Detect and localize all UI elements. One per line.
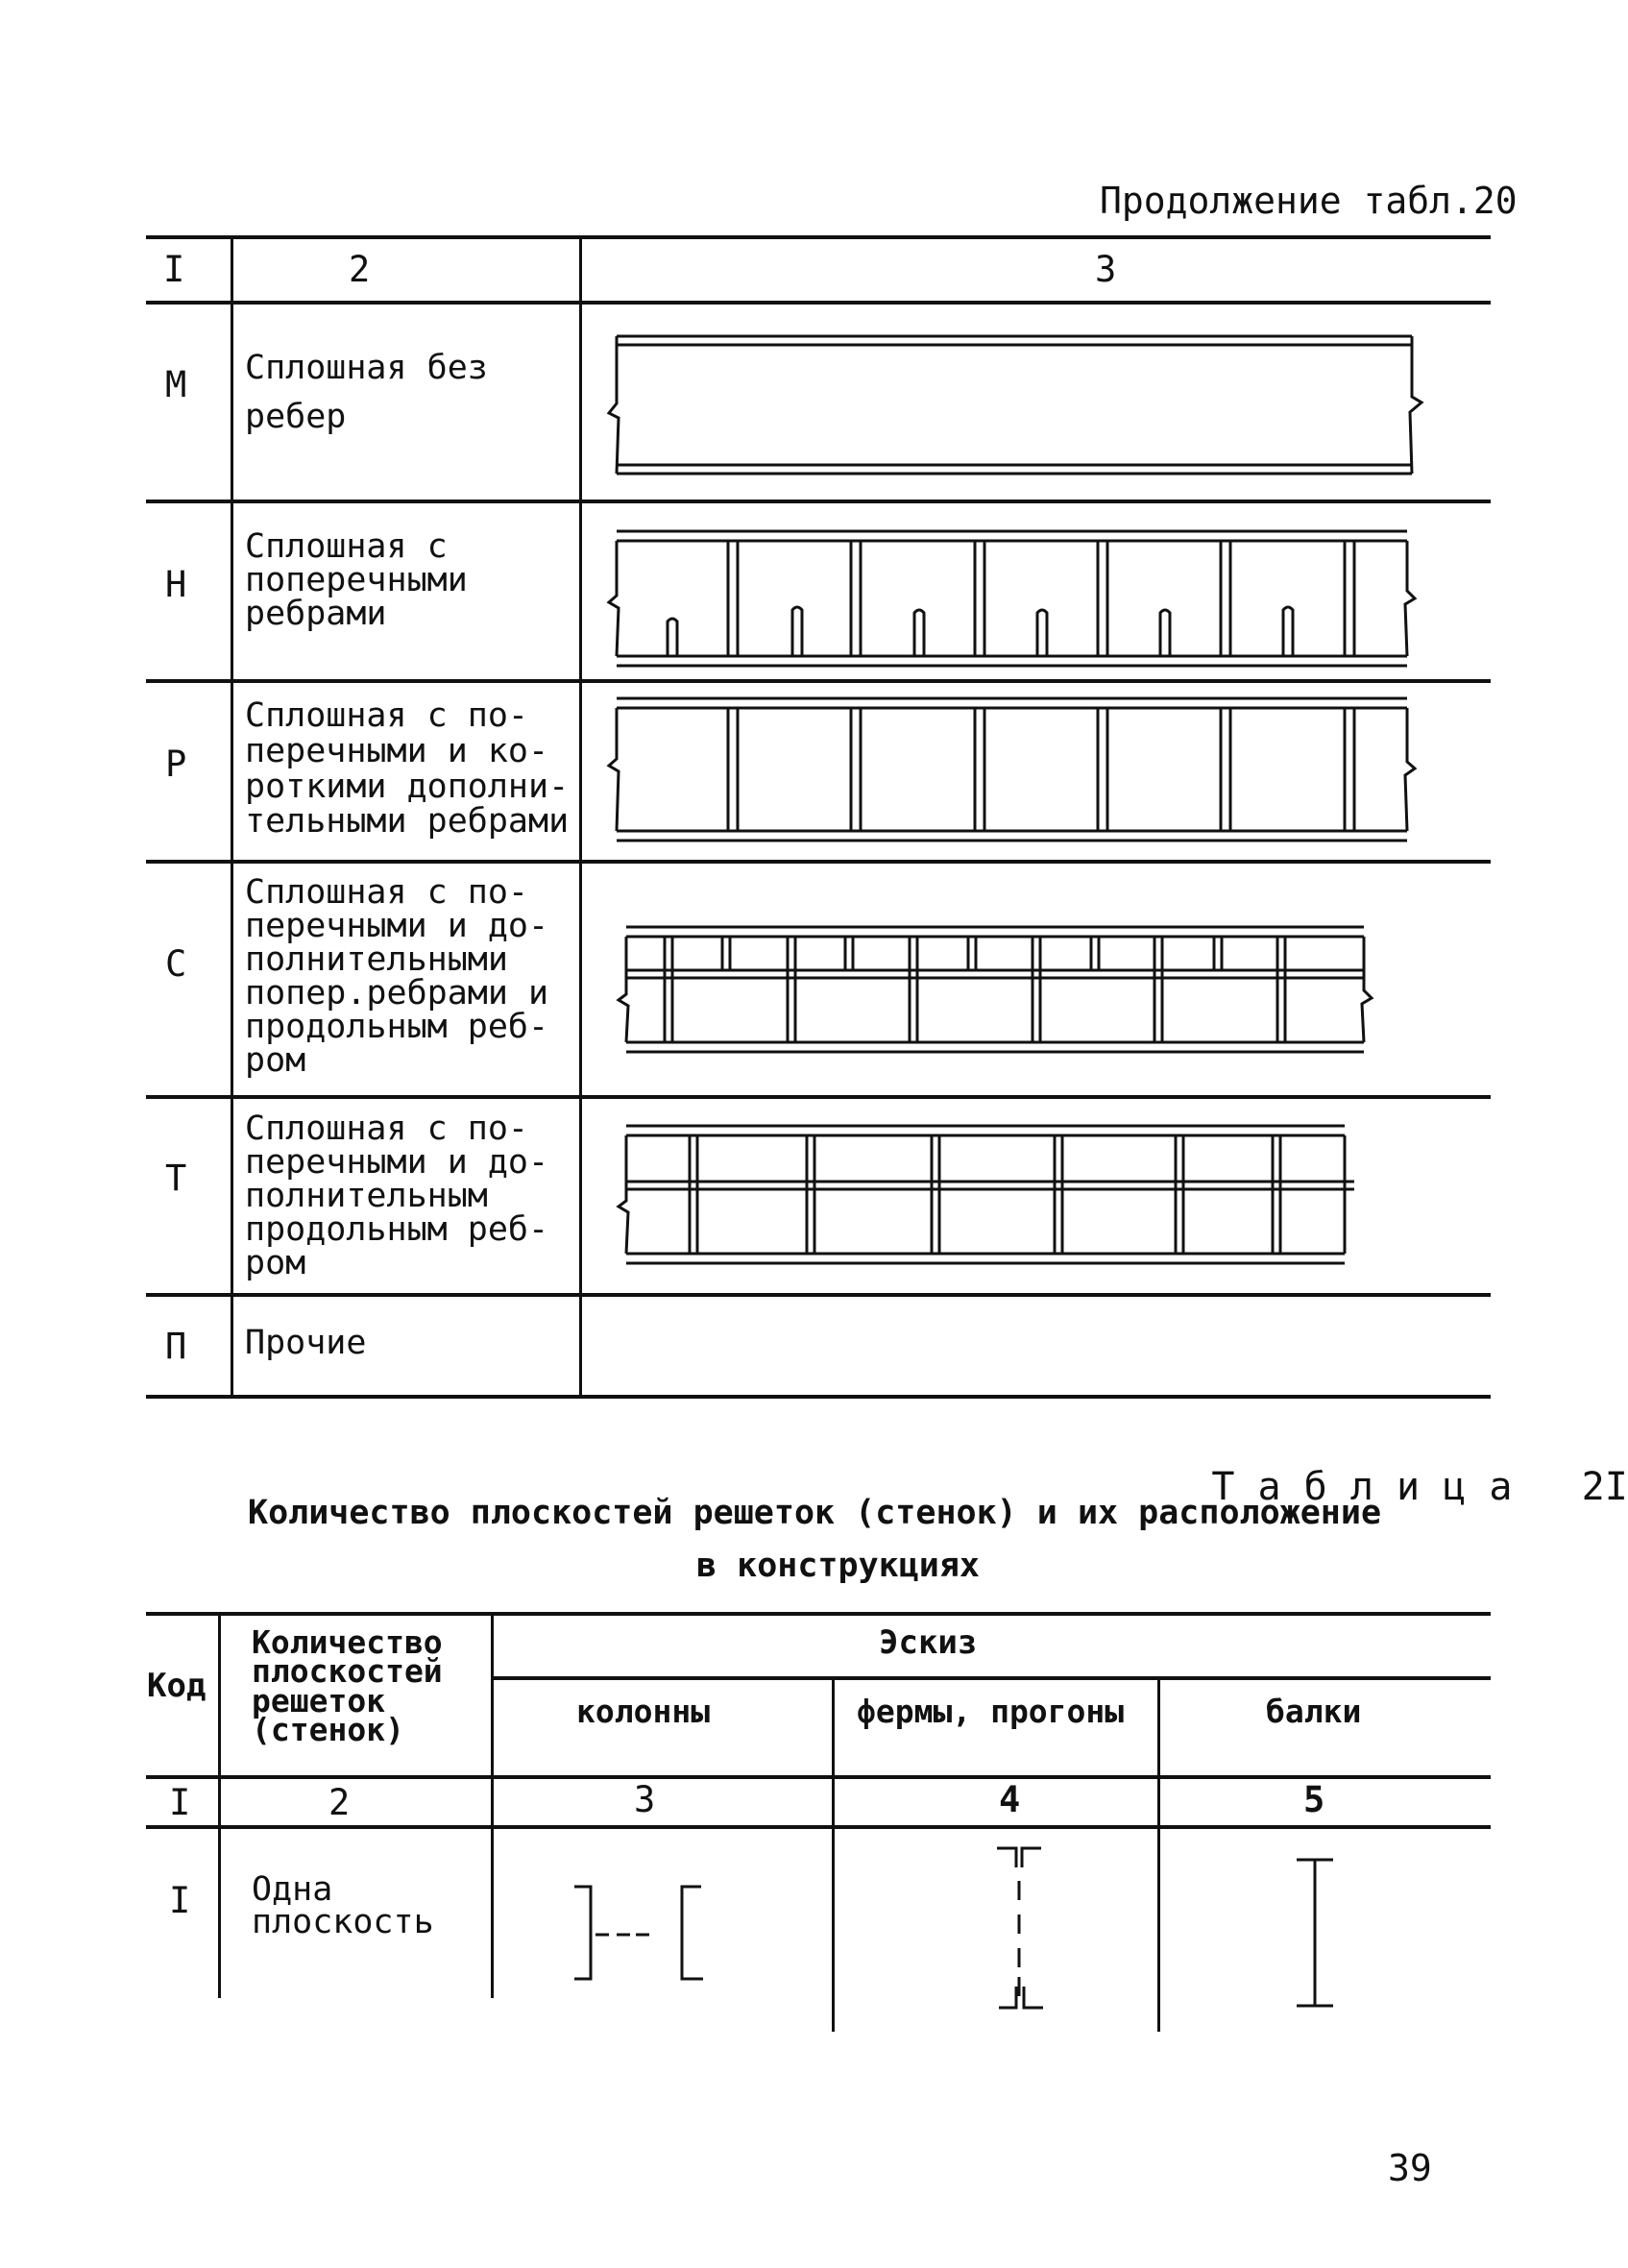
row-code: Т <box>165 1158 187 1199</box>
header-beams: балки <box>1266 1693 1362 1730</box>
table20-colnum-1: I <box>163 249 185 290</box>
table21-col-divider <box>491 1614 494 1998</box>
row-code: С <box>165 943 187 985</box>
sketch-short-additional-ribs <box>605 687 1441 850</box>
table20-row-rule <box>146 1095 1491 1099</box>
sketch-additional-transverse-longitudinal <box>615 917 1383 1085</box>
page-number: 39 <box>1388 2147 1432 2189</box>
table21-label-word: Т а б л и ц а <box>1211 1465 1513 1509</box>
row-description: Прочие <box>245 1324 367 1362</box>
header-columns: колонны <box>576 1693 711 1730</box>
sketch-column-one-plane <box>567 1883 720 1988</box>
table21-col-divider <box>832 1678 835 2032</box>
table21-sketch-subrule <box>492 1676 1491 1680</box>
table20-col-divider <box>579 237 582 1397</box>
sketch-truss-one-plane <box>980 1842 1076 2020</box>
row-description: Сплошная с по- перечными и ко- роткими дополни- тельными ребрами <box>245 696 570 841</box>
table21-row-count: Одна плоскость <box>252 1870 434 1942</box>
table21-colnum-3: 3 <box>634 1779 656 1820</box>
table20-colnum-3: 3 <box>1095 249 1117 290</box>
row-code: П <box>165 1326 187 1367</box>
sketch-beam-one-plane <box>1287 1852 1354 2006</box>
table20-row-rule <box>146 1293 1491 1297</box>
header-sketch: Эскиз <box>879 1623 978 1662</box>
table21-col-divider <box>218 1614 221 1998</box>
table21-col-divider <box>1157 1678 1160 2032</box>
continuation-header: Продолжение табл.20 <box>1100 180 1518 222</box>
table21-top-rule <box>146 1612 1491 1616</box>
table20-top-rule <box>146 235 1491 239</box>
row-description: Сплошная с поперечными ребрами <box>245 527 468 633</box>
header-code: Код <box>147 1667 207 1705</box>
header-trusses: фермы, прогоны <box>857 1693 1125 1730</box>
table20-colnum-2: 2 <box>349 249 371 290</box>
table20-row-rule <box>146 500 1491 503</box>
sketch-transverse-ribs <box>605 514 1441 677</box>
table20-row-rule <box>146 860 1491 864</box>
table21-row-code: I <box>169 1880 191 1921</box>
header-count: Количество плоскостей решеток (стенок) <box>252 1623 443 1749</box>
table21-colnum-rule <box>146 1825 1491 1829</box>
table21-header-rule <box>146 1775 1491 1779</box>
row-description: Сплошная с по- перечными и до- полнительным продольным реб- ром <box>245 1110 549 1282</box>
row-description: Сплошная с по- перечными и до- полнительными попер.ребрами и продольным реб- ром <box>245 873 549 1080</box>
table20-bottom-rule <box>146 1395 1491 1399</box>
table21-colnum-2: 2 <box>328 1782 351 1823</box>
table21-number: 2I <box>1581 1465 1628 1509</box>
row-code: Н <box>165 564 187 605</box>
table21-colnum-4: 4 <box>999 1779 1021 1820</box>
table20-row-rule <box>146 679 1491 683</box>
table21-title-line2: в конструкциях <box>696 1547 981 1585</box>
table20-header-rule <box>146 301 1491 305</box>
row-code: М <box>165 364 187 405</box>
table20-col-divider <box>231 237 233 1397</box>
table21-colnum-5: 5 <box>1303 1779 1325 1820</box>
sketch-solid-no-ribs <box>605 322 1441 485</box>
row-code: Р <box>165 744 187 785</box>
row-description: Сплошная без ребер <box>245 349 488 436</box>
table21-colnum-1: I <box>169 1782 191 1823</box>
table21-title-line1: Количество плоскостей решеток (стенок) и их расположение <box>248 1494 1382 1532</box>
sketch-transverse-longitudinal <box>615 1114 1383 1278</box>
